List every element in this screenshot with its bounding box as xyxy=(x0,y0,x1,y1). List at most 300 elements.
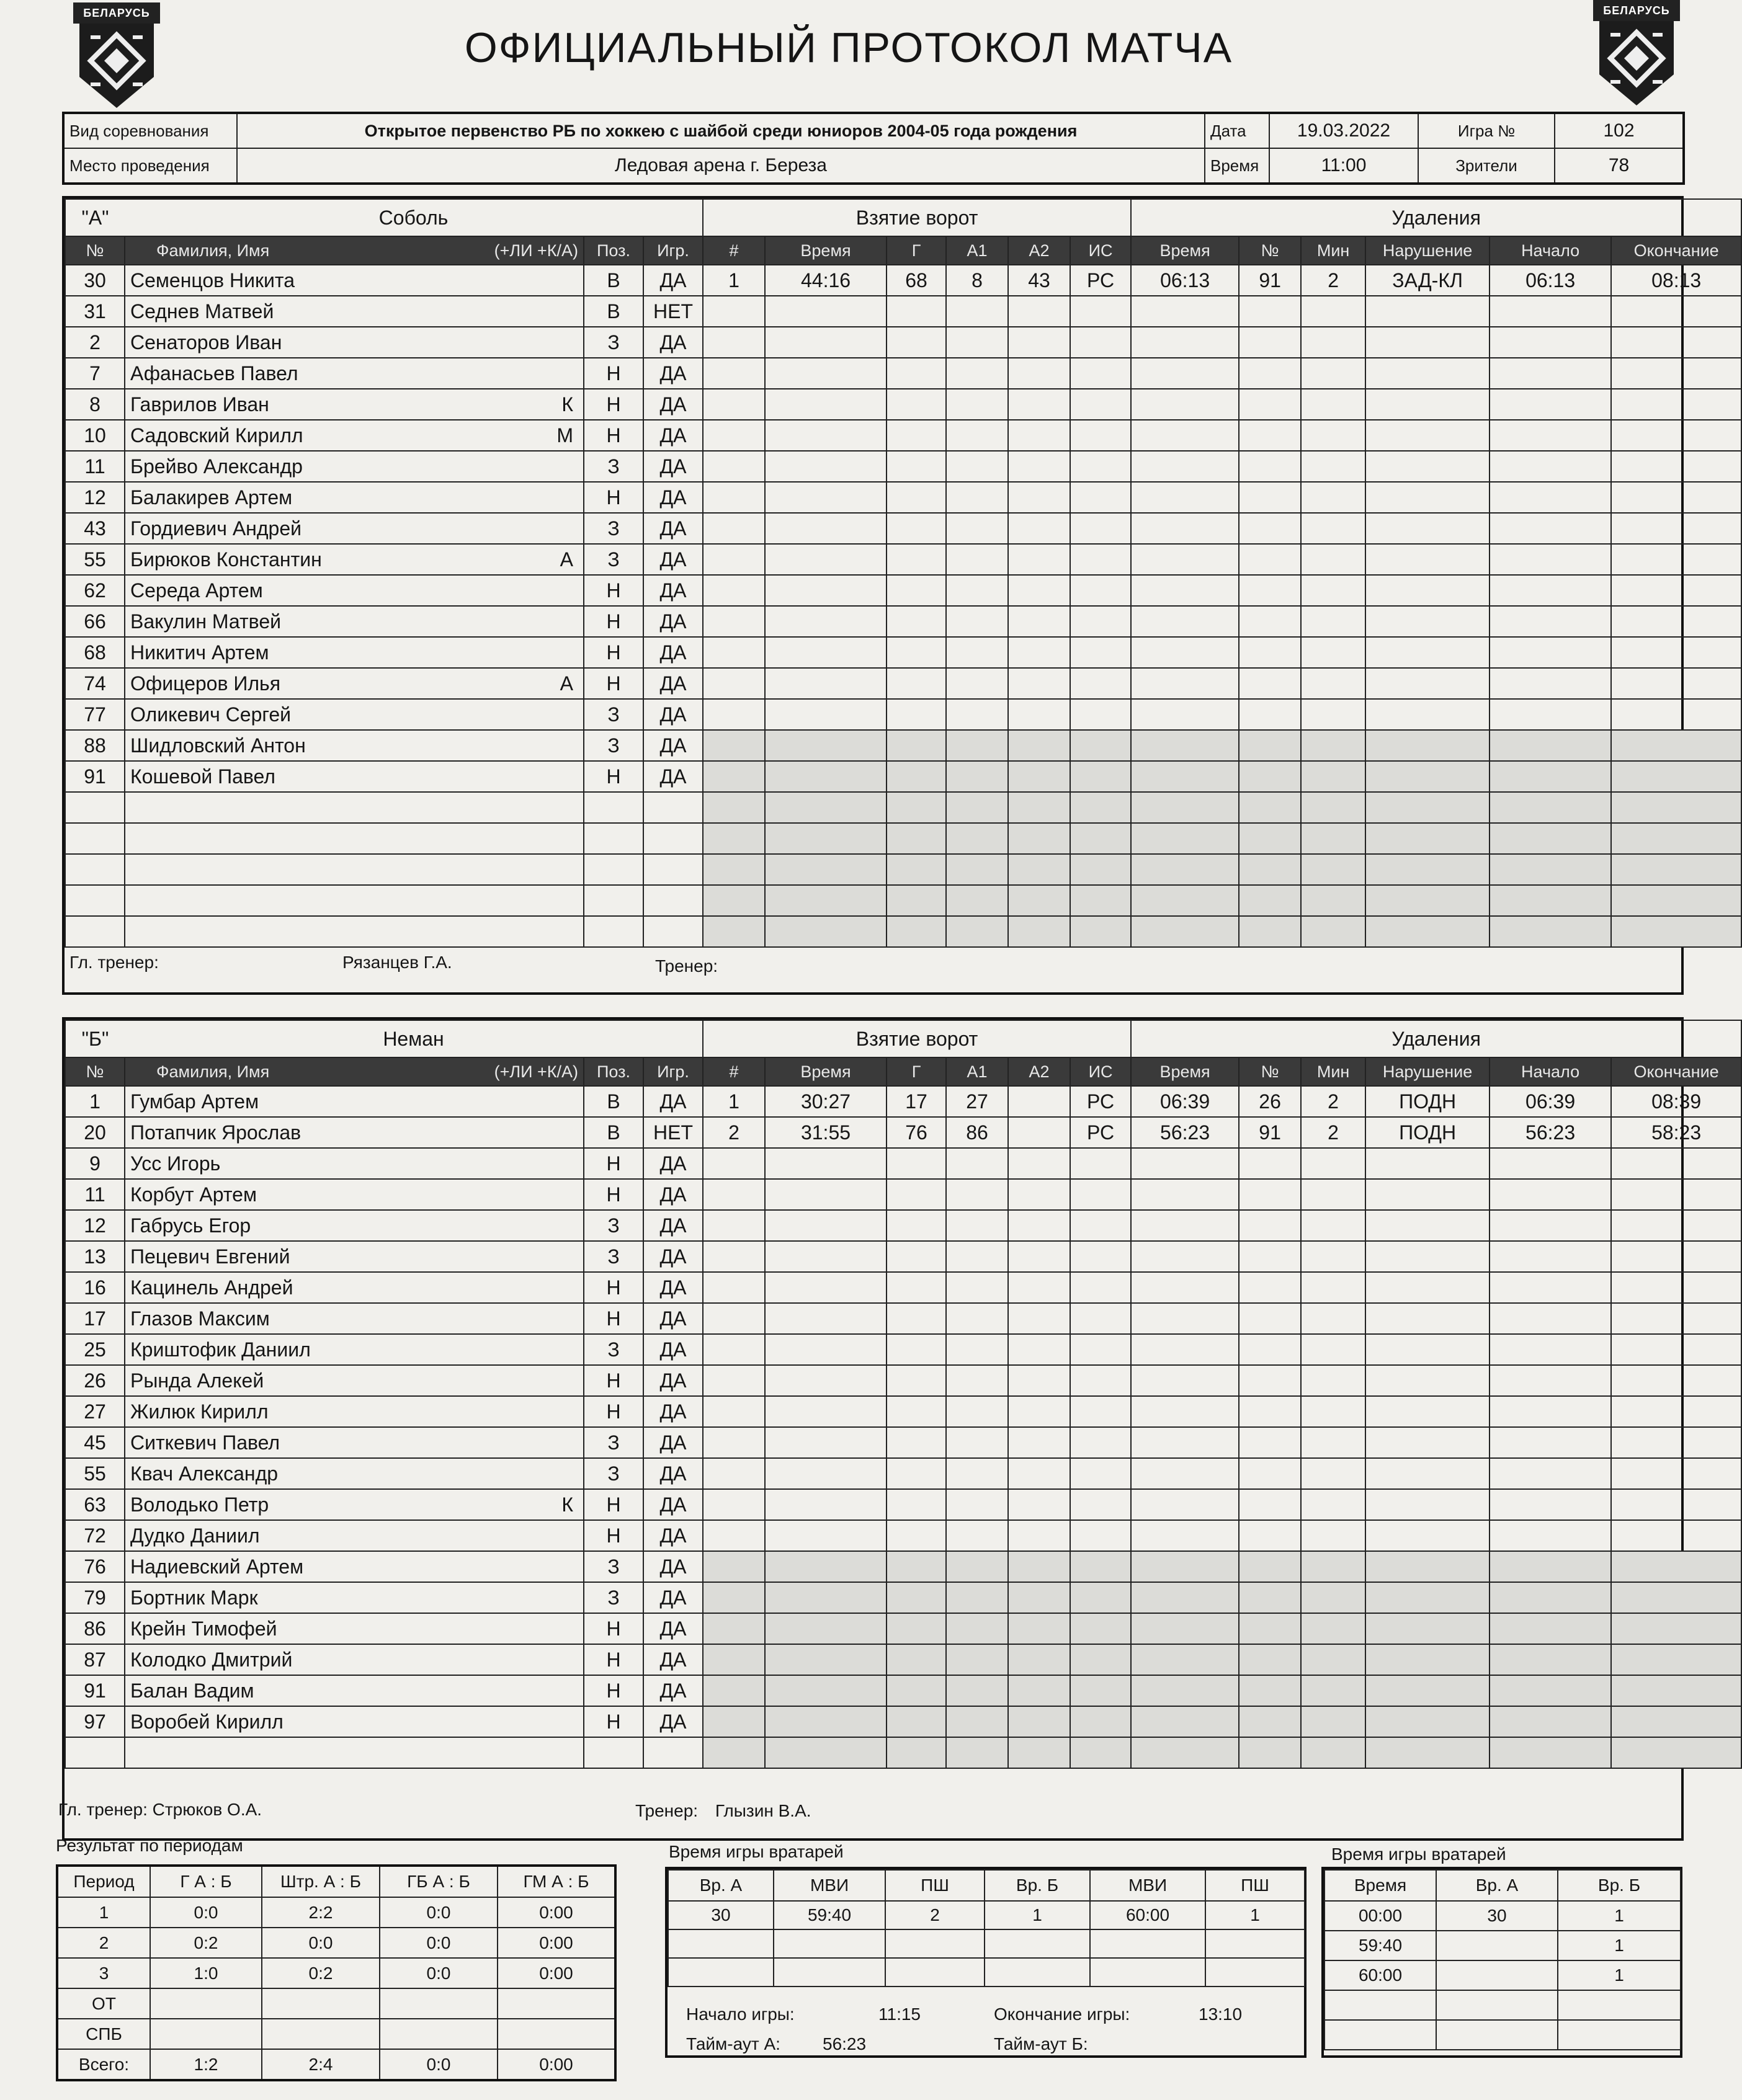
empty-row xyxy=(65,823,1741,854)
goal-g xyxy=(887,761,946,792)
goalies2-cell xyxy=(1558,2020,1681,2050)
penalty-end xyxy=(1611,885,1741,916)
penalty-start xyxy=(1490,761,1611,792)
penalty-start xyxy=(1490,1148,1611,1179)
player-played: ДА xyxy=(643,730,703,761)
player-position: Н xyxy=(584,1396,643,1427)
goal-n xyxy=(703,730,765,761)
penalty-inf: ЗАД-КЛ xyxy=(1365,265,1490,296)
goalies2-row xyxy=(1324,1931,1681,1960)
player-number: 20 xyxy=(65,1117,125,1148)
player-number: 88 xyxy=(65,730,125,761)
penalty-inf xyxy=(1365,637,1490,668)
player-number: 87 xyxy=(65,1644,125,1675)
penalty-num xyxy=(1239,1365,1301,1396)
goal-g xyxy=(887,296,946,327)
penalty-start xyxy=(1490,606,1611,637)
goalie-cell xyxy=(1090,1929,1205,1958)
period-cell: 2:2 xyxy=(262,1897,380,1928)
goal-is xyxy=(1070,823,1131,854)
player-played: ДА xyxy=(643,327,703,358)
penalty-start xyxy=(1490,730,1611,761)
periods-header: ГБ А : Б xyxy=(380,1866,498,1897)
goalie-cell: 59:40 xyxy=(774,1901,885,1929)
penalty-num xyxy=(1239,296,1301,327)
goal-time xyxy=(765,668,887,699)
period-cell: 0:0 xyxy=(380,1928,498,1958)
penalty-start xyxy=(1490,1520,1611,1551)
goal-is xyxy=(1070,885,1131,916)
player-name-text: Колодко Дмитрий xyxy=(130,1648,293,1671)
penalty-start xyxy=(1490,1737,1611,1768)
goal-a2 xyxy=(1008,1210,1070,1241)
goal-a1 xyxy=(946,1303,1008,1334)
goal-a2 xyxy=(1008,699,1070,730)
column-header-row xyxy=(65,236,1741,265)
penalty-end xyxy=(1611,482,1741,513)
player-row xyxy=(65,544,1741,575)
team-b-coach2 xyxy=(635,1801,811,1821)
goal-is xyxy=(1070,699,1131,730)
logo-label: БЕЛАРУСЬ xyxy=(73,2,160,24)
penalty-start xyxy=(1490,1396,1611,1427)
goal-a2 xyxy=(1008,327,1070,358)
player-name-text: Рында Алекей xyxy=(130,1369,264,1392)
penalty-start xyxy=(1490,1241,1611,1272)
penalty-min xyxy=(1301,1458,1365,1489)
penalty-start xyxy=(1490,823,1611,854)
player-played: ДА xyxy=(643,1086,703,1117)
goal-a1 xyxy=(946,606,1008,637)
player-name xyxy=(125,389,584,420)
empty-row xyxy=(65,854,1741,885)
penalty-inf xyxy=(1365,1303,1490,1334)
player-name-text: Гордиевич Андрей xyxy=(130,517,302,540)
goal-a1 xyxy=(946,1520,1008,1551)
goal-a1 xyxy=(946,823,1008,854)
penalty-end xyxy=(1611,296,1741,327)
period-cell xyxy=(498,1988,615,2019)
penalty-start xyxy=(1490,327,1611,358)
player-position: Н xyxy=(584,1179,643,1210)
player-position: Н xyxy=(584,1148,643,1179)
goal-a1: 27 xyxy=(946,1086,1008,1117)
player-name xyxy=(125,1272,584,1303)
penalty-time xyxy=(1131,854,1239,885)
goal-n xyxy=(703,637,765,668)
goal-n xyxy=(703,1179,765,1210)
penalty-end xyxy=(1611,792,1741,823)
penalty-end xyxy=(1611,358,1741,389)
penalty-start: 06:39 xyxy=(1490,1086,1611,1117)
period-cell: 3 xyxy=(57,1958,150,1988)
penalty-start xyxy=(1490,1365,1611,1396)
period-cell: 0:00 xyxy=(498,1897,615,1928)
player-number: 12 xyxy=(65,1210,125,1241)
goal-is xyxy=(1070,606,1131,637)
player-played: ДА xyxy=(643,1210,703,1241)
player-name-text: Гаврилов Иван xyxy=(130,393,269,416)
goal-is xyxy=(1070,420,1131,451)
goalies2-cell: 59:40 xyxy=(1324,1931,1436,1960)
player-position xyxy=(584,916,643,947)
penalty-time xyxy=(1131,358,1239,389)
goalies-header: ПШ xyxy=(885,1870,985,1901)
competition-label: Вид соревнования xyxy=(63,113,237,148)
player-name-text: Кацинель Андрей xyxy=(130,1276,293,1299)
col-pen-min: Мин xyxy=(1301,1057,1365,1086)
penalty-min xyxy=(1301,699,1365,730)
penalty-start xyxy=(1490,916,1611,947)
penalty-end xyxy=(1611,575,1741,606)
penalty-inf xyxy=(1365,420,1490,451)
penalty-num xyxy=(1239,1737,1301,1768)
goalie-cell xyxy=(668,1929,774,1958)
goal-n: 2 xyxy=(703,1117,765,1148)
penalty-start xyxy=(1490,1458,1611,1489)
player-name-text: Середа Артем xyxy=(130,579,263,602)
player-role-flag: М xyxy=(556,424,573,447)
player-name xyxy=(125,1737,584,1768)
col-num: № xyxy=(65,1057,125,1086)
penalty-time xyxy=(1131,1489,1239,1520)
player-name-text: Крейн Тимофей xyxy=(130,1617,277,1640)
player-number: 77 xyxy=(65,699,125,730)
penalty-num xyxy=(1239,1706,1301,1737)
player-played: ДА xyxy=(643,1427,703,1458)
penalty-num xyxy=(1239,854,1301,885)
period-row xyxy=(57,2019,615,2049)
player-played: ДА xyxy=(643,420,703,451)
penalty-num xyxy=(1239,1582,1301,1613)
penalty-min xyxy=(1301,1675,1365,1706)
penalty-inf xyxy=(1365,1210,1490,1241)
player-row xyxy=(65,296,1741,327)
col-pen-start: Начало xyxy=(1490,1057,1611,1086)
goal-g xyxy=(887,327,946,358)
player-name xyxy=(125,1303,584,1334)
penalty-min xyxy=(1301,482,1365,513)
penalty-num xyxy=(1239,389,1301,420)
goalies-section xyxy=(665,1867,1306,2058)
page-title: ОФИЦИАЛЬНЫЙ ПРОТОКОЛ МАТЧА xyxy=(464,24,1233,71)
goalie-cell: 1 xyxy=(985,1901,1090,1929)
goalies-header: Вр. А xyxy=(668,1870,774,1901)
penalty-end xyxy=(1611,513,1741,544)
penalty-end xyxy=(1611,1272,1741,1303)
penalty-start xyxy=(1490,1427,1611,1458)
penalty-time xyxy=(1131,606,1239,637)
player-name-text: Садовский Кирилл xyxy=(130,424,303,447)
col-pen-time: Время xyxy=(1131,236,1239,265)
goal-is xyxy=(1070,1489,1131,1520)
player-name xyxy=(125,327,584,358)
goal-a1 xyxy=(946,1675,1008,1706)
player-position: З xyxy=(584,1241,643,1272)
penalty-min xyxy=(1301,823,1365,854)
period-cell: 1 xyxy=(57,1897,150,1928)
goal-a1 xyxy=(946,761,1008,792)
penalty-num xyxy=(1239,1644,1301,1675)
goal-time xyxy=(765,1520,887,1551)
col-num: № xyxy=(65,236,125,265)
penalty-inf xyxy=(1365,482,1490,513)
penalty-end xyxy=(1611,451,1741,482)
goal-a1 xyxy=(946,327,1008,358)
player-number: 72 xyxy=(65,1520,125,1551)
coach2-label: Тренер: xyxy=(655,956,718,976)
penalty-inf xyxy=(1365,1520,1490,1551)
goal-time xyxy=(765,1148,887,1179)
penalty-end xyxy=(1611,544,1741,575)
goal-a2 xyxy=(1008,1365,1070,1396)
penalty-min xyxy=(1301,730,1365,761)
penalty-inf xyxy=(1365,358,1490,389)
player-position xyxy=(584,854,643,885)
penalty-min xyxy=(1301,1644,1365,1675)
col-pen-num: № xyxy=(1239,236,1301,265)
penalty-end xyxy=(1611,1551,1741,1582)
penalty-start xyxy=(1490,389,1611,420)
period-row xyxy=(57,1958,615,1988)
player-row xyxy=(65,265,1741,296)
penalty-min xyxy=(1301,1334,1365,1365)
player-row xyxy=(65,389,1741,420)
player-position: З xyxy=(584,544,643,575)
player-name xyxy=(125,1210,584,1241)
penalty-num xyxy=(1239,1148,1301,1179)
goal-g xyxy=(887,854,946,885)
player-row xyxy=(65,761,1741,792)
goal-a2 xyxy=(1008,1334,1070,1365)
penalty-end xyxy=(1611,823,1741,854)
player-number: 9 xyxy=(65,1148,125,1179)
player-played: ДА xyxy=(643,1272,703,1303)
goalies-header: Вр. Б xyxy=(985,1870,1090,1901)
goal-is xyxy=(1070,1458,1131,1489)
penalty-num xyxy=(1239,1489,1301,1520)
player-number: 11 xyxy=(65,451,125,482)
penalty-inf xyxy=(1365,544,1490,575)
spectators-value: 78 xyxy=(1555,148,1684,184)
penalty-min xyxy=(1301,451,1365,482)
player-position: В xyxy=(584,1117,643,1148)
goal-a2 xyxy=(1008,1427,1070,1458)
goal-n xyxy=(703,1551,765,1582)
goal-time xyxy=(765,1613,887,1644)
game-number-label: Игра № xyxy=(1418,113,1555,148)
player-position: Н xyxy=(584,1644,643,1675)
goal-time xyxy=(765,451,887,482)
goal-is xyxy=(1070,1427,1131,1458)
player-played: ДА xyxy=(643,1334,703,1365)
penalty-start xyxy=(1490,1489,1611,1520)
goalies2-cell xyxy=(1436,1931,1558,1960)
goal-time xyxy=(765,854,887,885)
penalty-num xyxy=(1239,823,1301,854)
team-a-coach2 xyxy=(655,956,718,976)
player-name-text: Вакулин Матвей xyxy=(130,610,281,633)
col-situation: ИС xyxy=(1070,1057,1131,1086)
period-cell: Всего: xyxy=(57,2049,150,2080)
goalies2-header-row xyxy=(1324,1870,1681,1901)
player-name-text: Пецевич Евгений xyxy=(130,1245,290,1268)
player-name-text: Габрусь Егор xyxy=(130,1214,251,1237)
goal-a1 xyxy=(946,575,1008,606)
penalty-start xyxy=(1490,1644,1611,1675)
player-number: 11 xyxy=(65,1179,125,1210)
goal-a2 xyxy=(1008,358,1070,389)
player-number xyxy=(65,823,125,854)
penalty-end xyxy=(1611,1210,1741,1241)
goal-a2 xyxy=(1008,1582,1070,1613)
penalty-min xyxy=(1301,1582,1365,1613)
col-pen-start: Начало xyxy=(1490,236,1611,265)
goal-is xyxy=(1070,1272,1131,1303)
player-played: ДА xyxy=(643,1396,703,1427)
penalty-num xyxy=(1239,668,1301,699)
coach-name: Рязанцев Г.А. xyxy=(342,953,452,972)
penalty-end xyxy=(1611,1520,1741,1551)
player-position: З xyxy=(584,1427,643,1458)
penalty-num xyxy=(1239,761,1301,792)
penalty-inf xyxy=(1365,699,1490,730)
goal-g xyxy=(887,1737,946,1768)
game-number-value: 102 xyxy=(1555,113,1684,148)
team-a-name: Соболь xyxy=(125,199,703,236)
player-number: 79 xyxy=(65,1582,125,1613)
player-position: В xyxy=(584,296,643,327)
player-played: ДА xyxy=(643,451,703,482)
player-name xyxy=(125,1644,584,1675)
goal-n xyxy=(703,389,765,420)
penalty-end xyxy=(1611,1675,1741,1706)
penalty-min xyxy=(1301,389,1365,420)
player-name-text: Глазов Максим xyxy=(130,1307,270,1330)
goalie-cell: 60:00 xyxy=(1090,1901,1205,1929)
player-name xyxy=(125,1458,584,1489)
coach2-label: Тренер: xyxy=(635,1801,699,1820)
goal-time xyxy=(765,358,887,389)
penalty-min xyxy=(1301,513,1365,544)
team-a-letter: "А" xyxy=(65,199,125,236)
penalty-time xyxy=(1131,1458,1239,1489)
period-cell: 0:0 xyxy=(150,1897,262,1928)
penalty-time xyxy=(1131,823,1239,854)
player-number: 17 xyxy=(65,1303,125,1334)
goal-is xyxy=(1070,1582,1131,1613)
goal-g xyxy=(887,420,946,451)
player-name xyxy=(125,296,584,327)
goal-g xyxy=(887,792,946,823)
date-value: 19.03.2022 xyxy=(1269,113,1418,148)
penalty-inf xyxy=(1365,1551,1490,1582)
player-played: ДА xyxy=(643,389,703,420)
player-played: НЕТ xyxy=(643,1117,703,1148)
player-name xyxy=(125,637,584,668)
goal-g: 76 xyxy=(887,1117,946,1148)
period-cell: 0:0 xyxy=(380,1958,498,1988)
penalty-start xyxy=(1490,1334,1611,1365)
goal-n xyxy=(703,327,765,358)
col-infraction: Нарушение xyxy=(1365,1057,1490,1086)
goal-n xyxy=(703,1148,765,1179)
penalty-end xyxy=(1611,606,1741,637)
penalty-min xyxy=(1301,1179,1365,1210)
period-cell xyxy=(380,1988,498,2019)
penalty-min xyxy=(1301,1613,1365,1644)
goal-time xyxy=(765,699,887,730)
player-number xyxy=(65,885,125,916)
player-number: 43 xyxy=(65,513,125,544)
player-name xyxy=(125,761,584,792)
penalty-inf xyxy=(1365,1148,1490,1179)
goalies2-caption: Время игры вратарей xyxy=(1331,1844,1506,1864)
goal-time xyxy=(765,1644,887,1675)
player-number: 27 xyxy=(65,1396,125,1427)
goal-a1 xyxy=(946,730,1008,761)
col-play: Игр. xyxy=(643,236,703,265)
goalies2-cell: 60:00 xyxy=(1324,1960,1436,1990)
goal-n xyxy=(703,1613,765,1644)
player-name xyxy=(125,420,584,451)
penalty-time xyxy=(1131,916,1239,947)
timeout-a-label: Тайм-аут А: xyxy=(686,2034,780,2053)
penalty-inf: ПОДН xyxy=(1365,1086,1490,1117)
penalty-start xyxy=(1490,854,1611,885)
player-position: Н xyxy=(584,575,643,606)
penalty-start xyxy=(1490,1582,1611,1613)
player-position: В xyxy=(584,265,643,296)
player-number: 45 xyxy=(65,1427,125,1458)
player-number: 13 xyxy=(65,1241,125,1272)
timeout-a-value: 56:23 xyxy=(823,2034,867,2053)
goal-g xyxy=(887,1675,946,1706)
goalie-cell xyxy=(1205,1958,1305,1987)
player-name xyxy=(125,1396,584,1427)
player-name xyxy=(125,823,584,854)
player-number: 86 xyxy=(65,1613,125,1644)
period-cell xyxy=(262,1988,380,2019)
goal-time xyxy=(765,1489,887,1520)
player-name-text: Потапчик Ярослав xyxy=(130,1121,302,1144)
player-position: Н xyxy=(584,1613,643,1644)
goalie-cell xyxy=(885,1958,985,1987)
penalty-start xyxy=(1490,420,1611,451)
team-b-section xyxy=(58,1017,1719,1841)
penalty-end xyxy=(1611,730,1741,761)
player-row xyxy=(65,451,1741,482)
penalty-num xyxy=(1239,1272,1301,1303)
penalty-start xyxy=(1490,1272,1611,1303)
goal-a1 xyxy=(946,296,1008,327)
penalty-time xyxy=(1131,1520,1239,1551)
penalty-end xyxy=(1611,1334,1741,1365)
column-header-row xyxy=(65,1057,1741,1086)
team-b-name: Неман xyxy=(125,1020,703,1057)
goal-g xyxy=(887,1148,946,1179)
goal-a2 xyxy=(1008,451,1070,482)
goal-time xyxy=(765,575,887,606)
goalies2-section xyxy=(1321,1867,1682,2058)
goal-is xyxy=(1070,1675,1131,1706)
goal-is xyxy=(1070,327,1131,358)
goalies2-cell: 30 xyxy=(1436,1901,1558,1931)
goalies2-header: Вр. Б xyxy=(1558,1870,1681,1901)
goal-a2 xyxy=(1008,420,1070,451)
player-position: З xyxy=(584,1458,643,1489)
goal-g xyxy=(887,1396,946,1427)
